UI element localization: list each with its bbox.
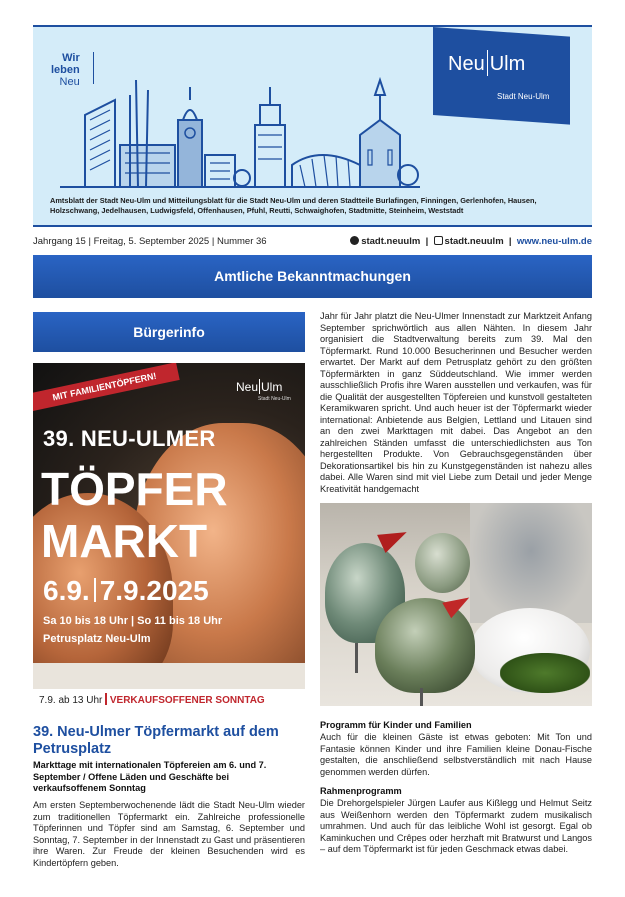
frame-program-heading: Rahmenprogramm — [320, 786, 402, 796]
poster-dates — [43, 575, 209, 607]
poster-logo-subtitle: Stadt Neu-Ulm — [258, 396, 291, 402]
social-links: stadt.neuulm | stadt.neuulm | www.neu-ulm.de — [350, 236, 592, 247]
facebook-handle[interactable]: stadt.neuulm — [361, 236, 421, 247]
slogan-line: Wir — [62, 52, 80, 64]
frame-program-body: Die Drehorgelspieler Jürgen Laufer aus Kißlegg und Helmut Seitz aus Weißenhorn werden den Töpfermarkt zudem musikalisch umrahmen. Und auch für das leibliche Wohl ist gesorgt. Egal ob Kaminkuchen und Crêpes oder herzhaft mit Bratwurst und Langos – auf dem Töpfermarkt ist für jeden Geschmack etwas dabei. — [320, 798, 592, 854]
article-title: 39. Neu-Ulmer Töpfermarkt auf dem Petrusplatz — [33, 724, 279, 757]
poster-title-line2: MARKT — [41, 515, 208, 567]
article-subtitle: Markttage mit internationalen Töpfereien am 6. und 7. September / Offene Läden und Geschäfte bei verkaufsoffenem Sonntag — [33, 760, 267, 793]
city-logo[interactable] — [448, 50, 525, 76]
poster-title-line1: TÖPFER — [41, 463, 228, 515]
poster-foot-time: 7.9. ab 13 Uhr — [39, 695, 103, 706]
photo-background — [470, 503, 592, 623]
poster-edition: 39. NEU-ULMER — [43, 426, 216, 451]
kids-program-body: Auch für die kleinen Gäste ist etwas geboten: Mit Ton und Fantasie können Kinder und ihre Familien kleine Donau-Fische gestalten, die anschließend selbstverständlich mit nach Hause genommen werden dürfen. — [320, 732, 592, 777]
article-body: Am ersten Septemberwochenende lädt die Stadt Neu-Ulm wieder zum traditionellen Töpfermarkt ein. Zahlreiche professionelle Töpferinnen und Töpfer sind am Samstag, 6. September und Sonntag, 7. September in der Innenstadt zu Gast und präsentieren ihre Waren. Zur Freude der kleinen Besuchenden wird es Kindertöpfern geben. — [33, 800, 305, 868]
poster-logo-word: Neu — [236, 380, 259, 394]
poster-ribbon: MIT FAMILIENTÖPFERN! — [33, 363, 180, 411]
article-intro: Jahr für Jahr platzt die Neu-Ulmer Innenstadt zur Marktzeit Anfang September sprichwörtlich aus allen Nähten. In diesem Jahr organisiert die Stadtverwaltung bereits zum 39. Mal den Töpfermarkt. Rund 10.000 Besucherinnen und Besucher werden erwartet. Der Markt auf dem Petrusplatz gehört zu den größten Töpfermärkten in ganz Süddeutschland. Wie immer werden ausschließlich Profis ihre Waren ausstellen und verkaufen, was für die Qualität der ausgestellten Töpfereien und kunstvoll gestalteten Keramikwaren spricht. Und auch heuer ist der Töpfermarkt wieder international: Anbietende aus Belgien, Lettland und Litauen sind an den zwei Markttagen mit dabei. Das Angebot an den zahlreichen Ständen umfasst die unterschiedlichsten aus Ton hergestellten Produkte. Von Gebrauchsgegenständen über Dekorationsartikel bis hin zu Kunstgegenständen ist nahezu alles dabei. Alle Waren sind mit viel Liebe zum Detail und jeder Menge Kreativität handgemacht — [320, 311, 592, 494]
issue-info: Jahrgang 15 | Freitag, 5. September 2025 | Nummer 36 — [33, 236, 267, 247]
logo-word: Neu — [448, 53, 485, 75]
city-logo-subtitle: Stadt Neu-Ulm — [497, 92, 550, 101]
bird-stand — [420, 688, 423, 706]
section-banner: Amtliche Bekanntmachungen — [33, 255, 592, 298]
slogan-line: leben — [51, 64, 80, 76]
publication-description: Amtsblatt der Stadt Neu-Ulm und Mitteilungsblatt für die Stadt Neu-Ulm und deren Stadtteile Burlafingen, Finningen, Gerlenhofen, Hausen, Holzschwang, Jedelhausen, Ludwigsfeld, Offenhausen, Pfuhl, Reutti, Schwaighofen, Stadtmitte, Steinheim, Weststadt — [50, 196, 537, 215]
city-skyline-illustration — [60, 75, 420, 190]
instagram-icon — [434, 236, 443, 245]
event-poster — [33, 363, 305, 713]
logo-word: Ulm — [489, 53, 526, 75]
ceramic-birds-photo — [320, 503, 592, 706]
kids-program-heading: Programm für Kinder und Familien — [320, 720, 472, 730]
subsection-header: Bürgerinfo — [33, 312, 305, 352]
poster-table — [33, 663, 305, 689]
poster-logo-word: Ulm — [261, 380, 283, 394]
leaf-decoration — [500, 653, 590, 693]
slogan-line: Neu — [59, 76, 80, 88]
poster-logo — [236, 379, 282, 394]
poster-footer — [33, 689, 305, 713]
ceramic-bird — [415, 533, 470, 593]
bird-stand — [355, 643, 358, 673]
facebook-icon — [350, 236, 359, 245]
masthead-top-rule — [33, 25, 592, 27]
poster-date: 6.9. — [43, 575, 90, 606]
poster-date: 7.9.2025 — [99, 575, 209, 606]
poster-hours: Sa 10 bis 18 Uhr | So 11 bis 18 Uhr — [43, 615, 223, 627]
poster-place: Petrusplatz Neu-Ulm — [43, 633, 151, 645]
website-link[interactable]: www.neu-ulm.de — [516, 236, 592, 247]
instagram-handle[interactable]: stadt.neuulm — [444, 236, 504, 247]
poster-foot-label: VERKAUFSOFFENER SONNTAG — [109, 695, 265, 706]
masthead-bottom-rule — [33, 225, 592, 227]
